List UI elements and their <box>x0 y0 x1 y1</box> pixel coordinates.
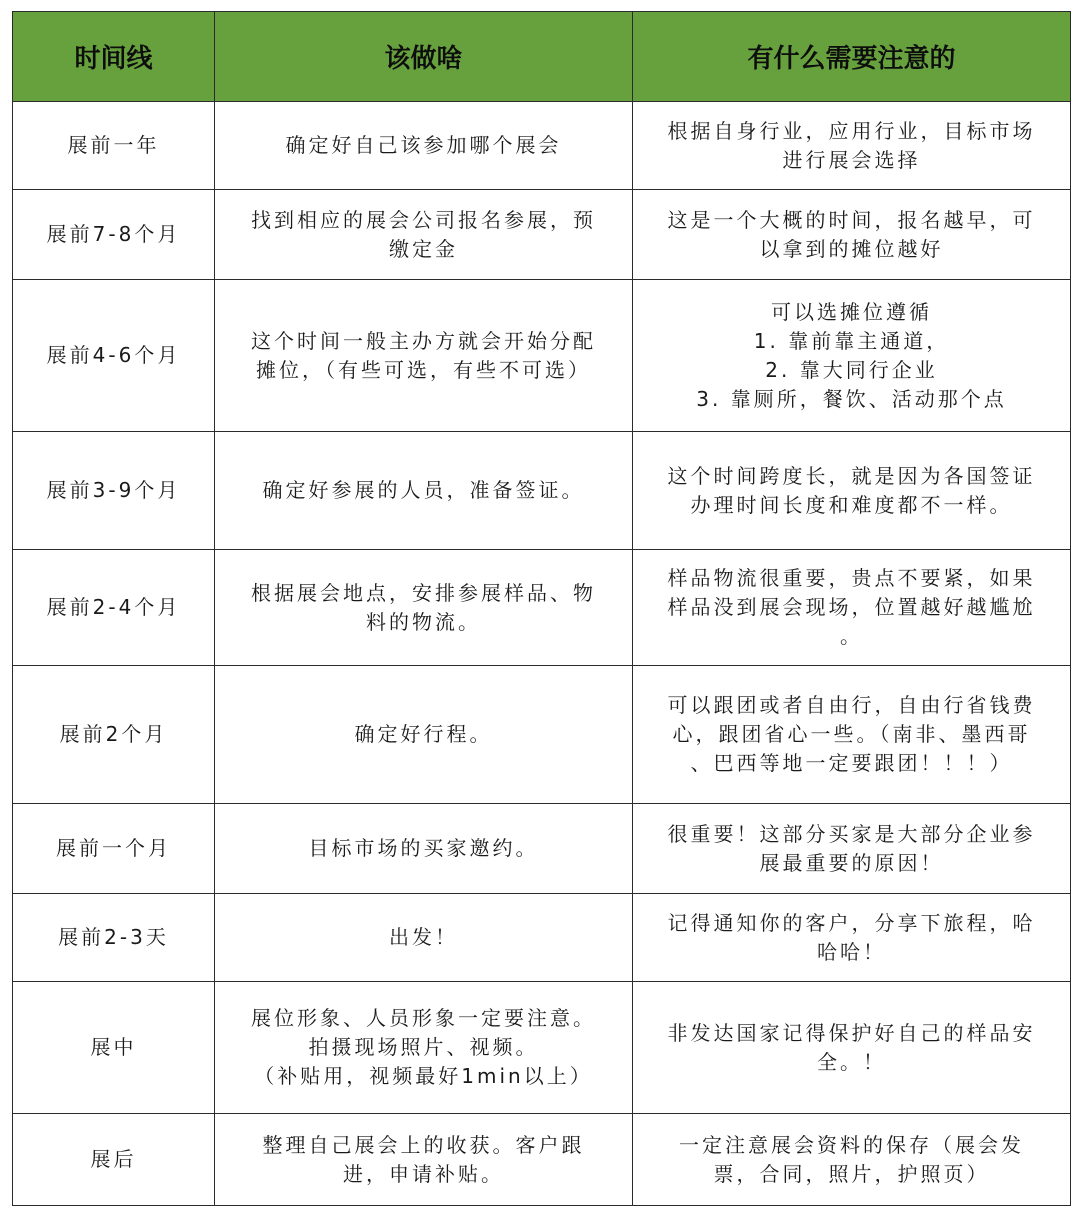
todo-line: 确定好自己该参加哪个展会 <box>285 133 562 157</box>
notes-cell <box>633 804 1071 894</box>
notes-line: 心，跟团省心一些。（南非、墨西哥 <box>672 722 1031 746</box>
notes-cell <box>633 982 1071 1114</box>
timeline-cell: 展前7-8个月 <box>13 190 215 280</box>
notes-cell <box>633 666 1071 804</box>
todo-line: 摊位，（有些可选，有些不可选） <box>256 357 591 382</box>
timeline-cell: 展前2个月 <box>13 666 215 804</box>
notes-line: 这是一个大概的时间，报名越早，可 <box>667 207 1036 232</box>
header-timeline: 时间线 <box>13 12 215 102</box>
todo-line: 目标市场的买家邀约。 <box>308 836 539 860</box>
table-row <box>13 982 1071 1114</box>
notes-line: 非发达国家记得保护好自己的样品安 <box>667 1020 1036 1045</box>
header-notes: 有什么需要注意的 <box>633 12 1071 102</box>
timeline-cell: 展前一年 <box>13 102 215 190</box>
notes-line: 哈哈！ <box>817 939 886 964</box>
todo-line: 这个时间一般主办方就会开始分配 <box>251 328 596 353</box>
timeline-cell: 展前3-9个月 <box>13 432 215 550</box>
todo-line: 缴定金 <box>389 236 458 261</box>
todo-line: （补贴用，视频最好1min以上） <box>254 1064 593 1088</box>
todo-cell <box>215 804 633 894</box>
table-row <box>13 432 1071 550</box>
notes-line: 、巴西等地一定要跟团！！！） <box>690 751 1013 775</box>
table-row <box>13 102 1071 190</box>
notes-line: 样品没到展会现场，位置越好越尴尬 <box>667 595 1036 619</box>
notes-line: 全。！ <box>817 1049 886 1074</box>
notes-cell <box>633 1114 1071 1206</box>
notes-cell <box>633 190 1071 280</box>
todo-line: 拍摄现场照片、视频。 <box>308 1035 539 1059</box>
notes-line: 这个时间跨度长，就是因为各国签证 <box>667 463 1036 488</box>
table-row <box>13 550 1071 666</box>
table-header-row <box>13 12 1071 102</box>
notes-line: 进行展会选择 <box>782 147 921 172</box>
notes-cell <box>633 102 1071 190</box>
table-row <box>13 280 1071 432</box>
notes-line: 。 <box>840 624 863 648</box>
notes-cell <box>633 894 1071 982</box>
notes-line: 很重要！这部分买家是大部分企业参 <box>667 821 1036 846</box>
table-body <box>13 102 1071 1206</box>
notes-line: 1. 靠前靠主通道， <box>753 328 950 353</box>
todo-cell <box>215 1114 633 1206</box>
todo-cell <box>215 894 633 982</box>
todo-cell <box>215 982 633 1114</box>
header-todo: 该做啥 <box>215 12 633 102</box>
todo-cell <box>215 666 633 804</box>
notes-line: 票，合同，照片，护照页） <box>713 1161 990 1186</box>
todo-cell <box>215 432 633 550</box>
notes-line: 3. 靠厕所，餐饮、活动那个点 <box>696 386 1007 411</box>
table-row <box>13 1114 1071 1206</box>
notes-line: 记得通知你的客户，分享下旅程，哈 <box>667 910 1036 935</box>
todo-line: 展位形象、人员形象一定要注意。 <box>251 1006 596 1030</box>
todo-cell <box>215 190 633 280</box>
notes-cell <box>633 280 1071 432</box>
notes-cell <box>633 432 1071 550</box>
timeline-cell: 展前4-6个月 <box>13 280 215 432</box>
notes-line: 办理时间长度和难度都不一样。 <box>690 492 1013 517</box>
table-row <box>13 804 1071 894</box>
notes-line: 展最重要的原因！ <box>759 850 944 875</box>
timeline-cell: 展后 <box>13 1114 215 1206</box>
timeline-cell: 展前一个月 <box>13 804 215 894</box>
table-row <box>13 666 1071 804</box>
todo-line: 确定好参展的人员，准备签证。 <box>262 478 585 502</box>
todo-line: 根据展会地点，安排参展样品、物 <box>251 580 596 605</box>
notes-line: 2. 靠大同行企业 <box>765 357 938 382</box>
notes-cell <box>633 550 1071 666</box>
exhibition-timeline-table <box>12 11 1071 1206</box>
notes-line: 可以跟团或者自由行，自由行省钱费 <box>667 693 1036 717</box>
notes-line: 一定注意展会资料的保存（展会发 <box>679 1132 1024 1157</box>
todo-cell <box>215 280 633 432</box>
timeline-cell: 展前2-3天 <box>13 894 215 982</box>
todo-line: 进，申请补贴。 <box>343 1161 504 1186</box>
todo-line: 料的物流。 <box>366 609 481 634</box>
notes-line: 以拿到的摊位越好 <box>759 236 944 261</box>
table-row <box>13 190 1071 280</box>
todo-line: 确定好行程。 <box>354 722 493 746</box>
todo-cell <box>215 102 633 190</box>
todo-line: 整理自己展会上的收获。客户跟 <box>262 1132 585 1157</box>
notes-line: 可以选摊位遵循 <box>771 299 932 324</box>
todo-line: 找到相应的展会公司报名参展，预 <box>251 207 596 232</box>
notes-line: 根据自身行业，应用行业，目标市场 <box>667 118 1036 143</box>
schedule-table-wrapper <box>12 11 1070 1206</box>
timeline-cell: 展前2-4个月 <box>13 550 215 666</box>
todo-cell <box>215 550 633 666</box>
timeline-cell: 展中 <box>13 982 215 1114</box>
table-row <box>13 894 1071 982</box>
todo-line: 出发！ <box>389 925 458 949</box>
notes-line: 样品物流很重要，贵点不要紧，如果 <box>667 566 1036 590</box>
